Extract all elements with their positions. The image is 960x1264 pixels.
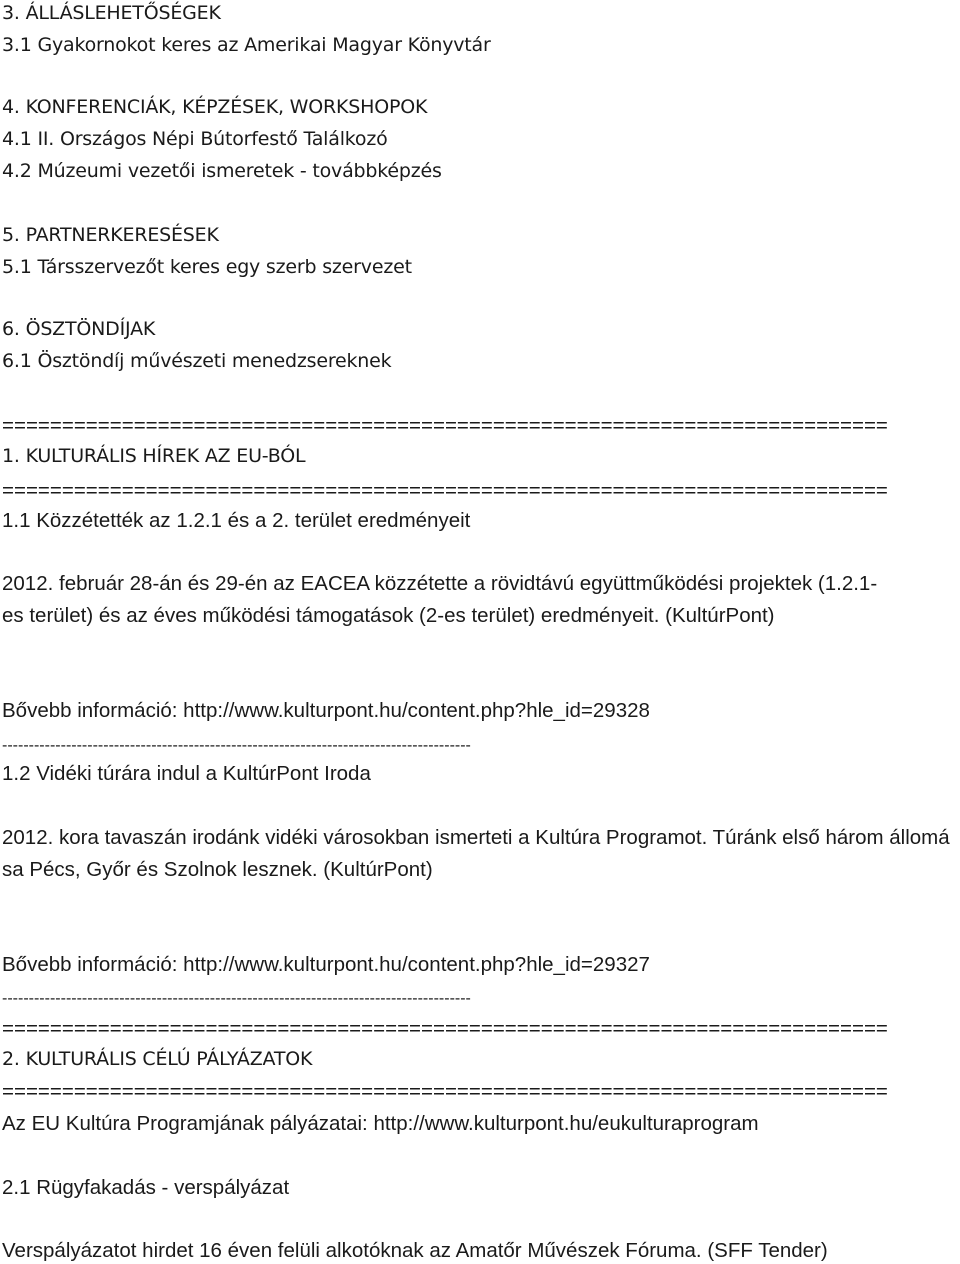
- news-item-1-2-body-line-2: sa Pécs, Győr és Szolnok lesznek. (KultúrPont): [2, 858, 433, 881]
- toc-item-5-1: 5.1 Társszervezőt keres egy szerb szervezet: [2, 256, 412, 278]
- news-item-2-1-title: 2.1 Rügyfakadás - verspályázat: [2, 1176, 290, 1199]
- toc-item-6-1: 6.1 Ösztöndíj művészeti menedzsereknek: [2, 350, 392, 372]
- separator-double: ==========================================================================: [2, 414, 888, 437]
- news-item-1-1-more-link[interactable]: Bővebb információ: http://www.kulturpont.hu/content.php?hle_id=29328: [2, 699, 650, 722]
- news-item-1-1-body-line-1: 2012. február 28-án és 29-én az EACEA közzétette a rövidtávú együttműködési projektek (1.2.1-: [2, 572, 878, 595]
- separator-double: ==========================================================================: [2, 1017, 888, 1040]
- separator-double: ==========================================================================: [2, 1080, 888, 1103]
- toc-item-3-1: 3.1 Gyakornokot keres az Amerikai Magyar Könyvtár: [2, 34, 491, 56]
- news-item-1-1-title: 1.1 Közzétették az 1.2.1 és a 2. terület eredményeit: [2, 509, 471, 532]
- news-item-1-1-body-line-2: es terület) és az éves működési támogatások (2-es terület) eredményeit. (KultúrPont): [2, 604, 775, 627]
- news-item-1-2-body-line-1: 2012. kora tavaszán irodánk vidéki városokban ismerteti a Kultúra Programot. Túránk első három állomá: [2, 826, 950, 849]
- section-2-intro[interactable]: Az EU Kultúra Programjának pályázatai: http://www.kulturpont.hu/eukulturaprogram: [2, 1112, 759, 1135]
- toc-section-5: 5. PARTNERKERESÉSEK: [2, 224, 219, 246]
- separator-dashed: ----------------------------------------------------------------------------------------: [2, 990, 471, 1007]
- toc-item-4-1: 4.1 II. Országos Népi Bútorfestő Találkozó: [2, 128, 388, 150]
- separator-dashed: ----------------------------------------------------------------------------------------: [2, 737, 471, 754]
- toc-section-4: 4. KONFERENCIÁK, KÉPZÉSEK, WORKSHOPOK: [2, 96, 428, 118]
- separator-double: ==========================================================================: [2, 479, 888, 502]
- toc-section-3: 3. ÁLLÁSLEHETŐSÉGEK: [2, 2, 221, 24]
- news-item-2-1-body: Verspályázatot hirdet 16 éven felüli alkotóknak az Amatőr Művészek Fóruma. (SFF Tender): [2, 1239, 828, 1262]
- section-1-heading: 1. KULTURÁLIS HÍREK AZ EU-BÓL: [2, 445, 306, 467]
- toc-section-6: 6. ÖSZTÖNDÍJAK: [2, 318, 156, 340]
- news-item-1-2-title: 1.2 Vidéki túrára indul a KultúrPont Iroda: [2, 762, 371, 785]
- section-2-heading: 2. KULTURÁLIS CÉLÚ PÁLYÁZATOK: [2, 1048, 313, 1070]
- toc-item-4-2: 4.2 Múzeumi vezetői ismeretek - továbbképzés: [2, 160, 442, 182]
- news-item-1-2-more-link[interactable]: Bővebb információ: http://www.kulturpont.hu/content.php?hle_id=29327: [2, 953, 650, 976]
